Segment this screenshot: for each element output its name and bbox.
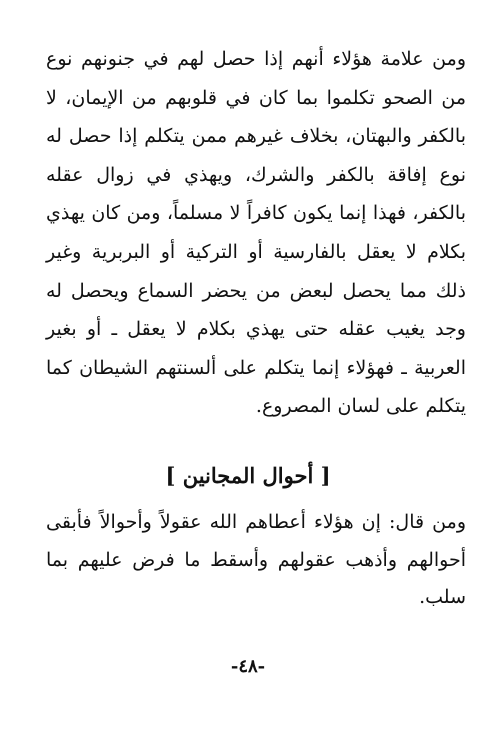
body-paragraph: ومن علامة هؤلاء أنهم إذا حصل لهم في جنونهم نوع من الصحو تكلموا بما كان في قلوبهم من الإيمان، لا بالكفر والبهتان، بخلاف غيرهم ممن يتكلم إذا حصل له نوع إفاقة بالكفر والشرك، ويهذي في زوال عقله بالكفر، فهذا إنما يكون كافراً لا مسلماً، ومن كان يهذي بكلام لا يعقل بالفارسية أو التركية أو البربرية وغير ذلك مما يحصل لبعض من يحضر السماع ويحصل له وجد يغيب عقله حتى يهذي بكلام لا يعقل ـ أو بغير العربية ـ فهؤلاء إنما يتكلم على ألسنتهم الشيطان كما يتكلم على لسان المصروع. <box>46 48 466 418</box>
page-number: -٤٨- <box>230 656 266 677</box>
section-heading: [ أحوال المجانين ] <box>165 463 331 488</box>
body-paragraph: ومن قال: إن هؤلاء أعطاهم الله عقولاً وأحوالاً فأبقى أحوالهم وأذهب عقولهم وأسقط ما فرض عليهم بما سلب. <box>46 511 466 608</box>
